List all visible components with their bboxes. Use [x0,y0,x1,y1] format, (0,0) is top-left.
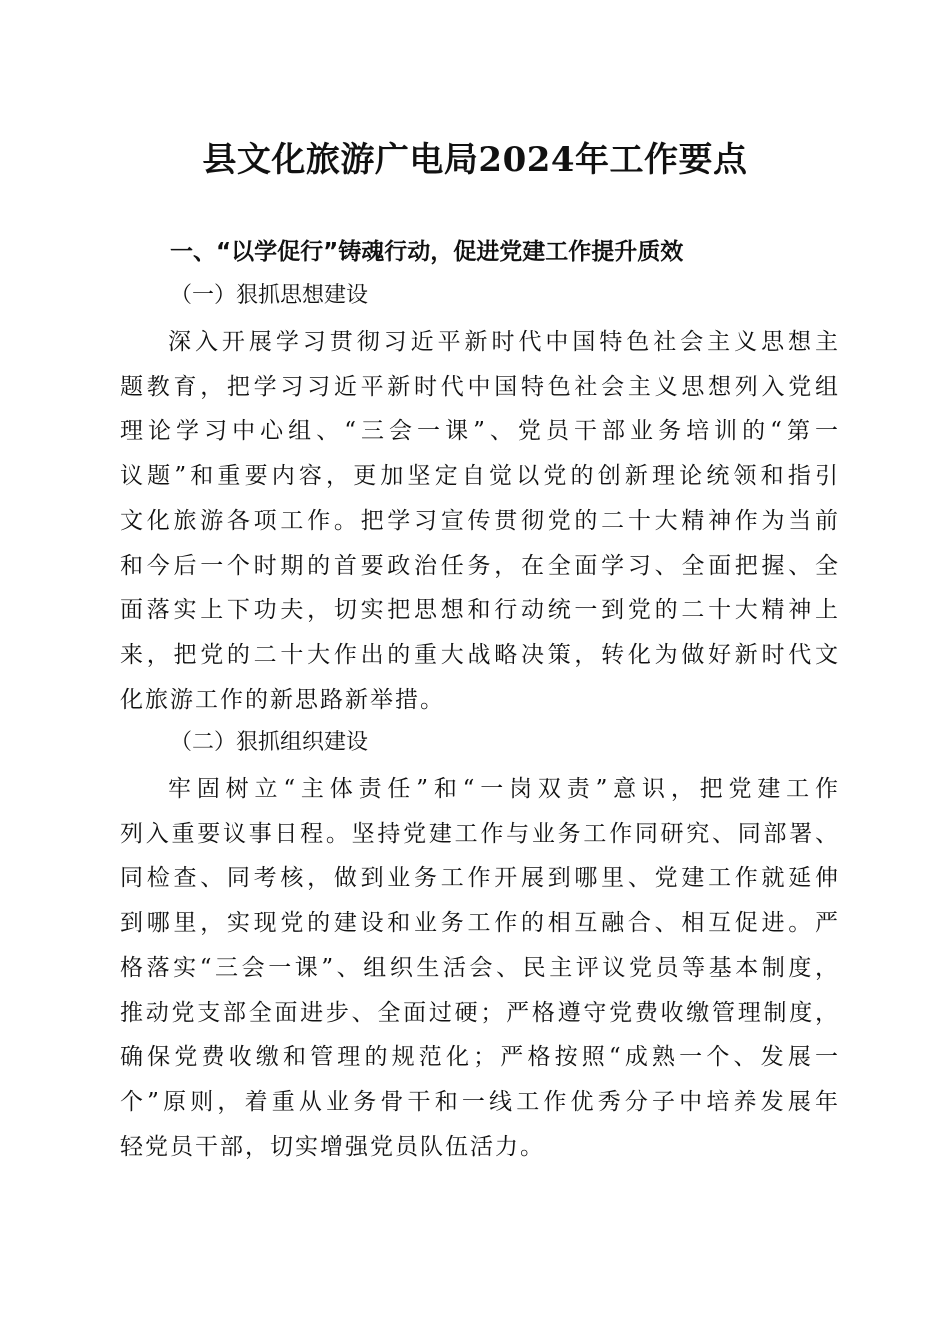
section-heading-1: 一、“以学促行”铸魂行动，促进党建工作提升质效 [170,239,684,265]
paragraph-line: 格落实“三会一课”、组织生活会、民主评议党员等基本制度， [120,954,840,981]
paragraph-line: 理论学习中心组、“三会一课”、党员干部业务培训的“第一 [120,418,840,445]
paragraph-line: 议题”和重要内容，更加坚定自觉以党的创新理论统领和指引 [120,463,840,490]
subsection-heading-1: （一）狠抓思想建设 [170,283,369,308]
paragraph-thought-building [120,320,840,722]
paragraph-line: 牢固树立“主体责任”和“一岗双责”意识，把党建工作 [168,776,840,802]
paragraph-line: 面落实上下功夫，切实把思想和行动统一到党的二十大精神上 [120,597,840,624]
paragraph-line: 化旅游工作的新思路新举措。 [120,686,445,713]
paragraph-line: 列入重要议事日程。坚持党建工作与业务工作同研究、同部署、 [120,820,840,847]
paragraph-organization-building [120,767,840,1169]
paragraph-line: 确保党费收缴和管理的规范化；严格按照“成熟一个、发展一 [120,1044,840,1071]
subsection-heading-2: （二）狠抓组织建设 [170,730,369,755]
paragraph-line: 推动党支部全面进步、全面过硬；严格遵守党费收缴管理制度， [120,999,840,1026]
paragraph-line: 来，把党的二十大作出的重大战略决策，转化为做好新时代文 [120,641,840,668]
paragraph-line: 深入开展学习贯彻习近平新时代中国特色社会主义思想主 [168,329,840,355]
paragraph-line: 题教育，把学习习近平新时代中国特色社会主义思想列入党组 [120,373,840,400]
paragraph-line: 个”原则，着重从业务骨干和一线工作优秀分子中培养发展年 [120,1088,840,1115]
paragraph-line: 文化旅游各项工作。把学习宣传贯彻党的二十大精神作为当前 [120,507,840,534]
paragraph-line: 同检查、同考核，做到业务工作开展到哪里、党建工作就延伸 [120,865,840,892]
paragraph-line: 轻党员干部，切实增强党员队伍活力。 [120,1133,545,1160]
paragraph-line: 到哪里，实现党的建设和业务工作的相互融合、相互促进。严 [120,910,840,937]
document-title: 县文化旅游广电局2024年工作要点 [202,140,748,180]
paragraph-line: 和今后一个时期的首要政治任务，在全面学习、全面把握、全 [120,552,840,579]
